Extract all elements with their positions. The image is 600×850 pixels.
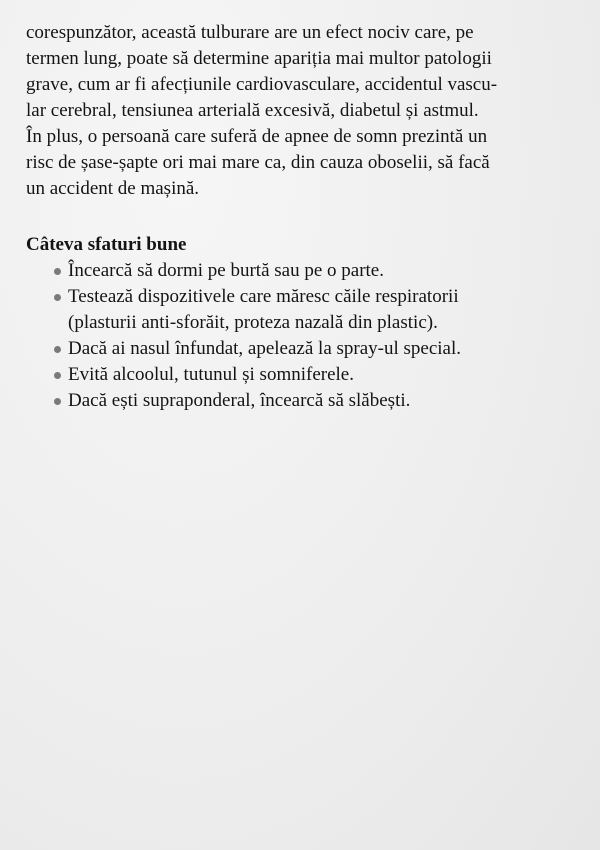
paragraph-line: În plus, o persoană care suferă de apnee de somn prezintă un	[26, 126, 488, 147]
paragraph-line: lar cerebral, tensiunea arterială excesivă, diabetul și astmul.	[26, 100, 479, 121]
list-item	[54, 258, 586, 284]
page-content	[26, 20, 586, 414]
section-heading: Câteva sfaturi bune	[26, 234, 187, 255]
body-paragraph	[26, 20, 586, 202]
bullet-icon	[54, 346, 61, 353]
paragraph-line: termen lung, poate să determine apariția mai multor patologii	[26, 48, 492, 69]
tips-list	[26, 258, 586, 414]
list-item-text: Dacă ești supraponderal, încearcă să slăbești.	[68, 390, 411, 411]
bullet-icon	[54, 398, 61, 405]
paragraph-line: corespunzător, această tulburare are un efect nociv care, pe	[26, 22, 474, 43]
list-item-text: Încearcă să dormi pe burtă sau pe o parte.	[68, 260, 384, 281]
list-item	[54, 388, 586, 414]
list-item-text: Evită alcoolul, tutunul și somniferele.	[68, 364, 354, 385]
list-item-text: Testează dispozitivele care măresc căile respiratorii	[68, 286, 459, 307]
bullet-icon	[54, 294, 61, 301]
paragraph-line: un accident de mașină.	[26, 178, 200, 199]
bullet-icon	[54, 372, 61, 379]
list-item	[54, 336, 586, 362]
list-item-text: (plasturii anti-sforăit, proteza nazală din plastic).	[68, 312, 438, 333]
paragraph-line: grave, cum ar fi afecțiunile cardiovasculare, accidentul vascu-	[26, 74, 498, 95]
bullet-icon	[54, 268, 61, 275]
list-item	[54, 284, 586, 336]
list-item	[54, 362, 586, 388]
list-item-text: Dacă ai nasul înfundat, apelează la spray-ul special.	[68, 338, 462, 359]
paragraph-line: risc de șase-șapte ori mai mare ca, din cauza oboselii, să facă	[26, 152, 490, 173]
